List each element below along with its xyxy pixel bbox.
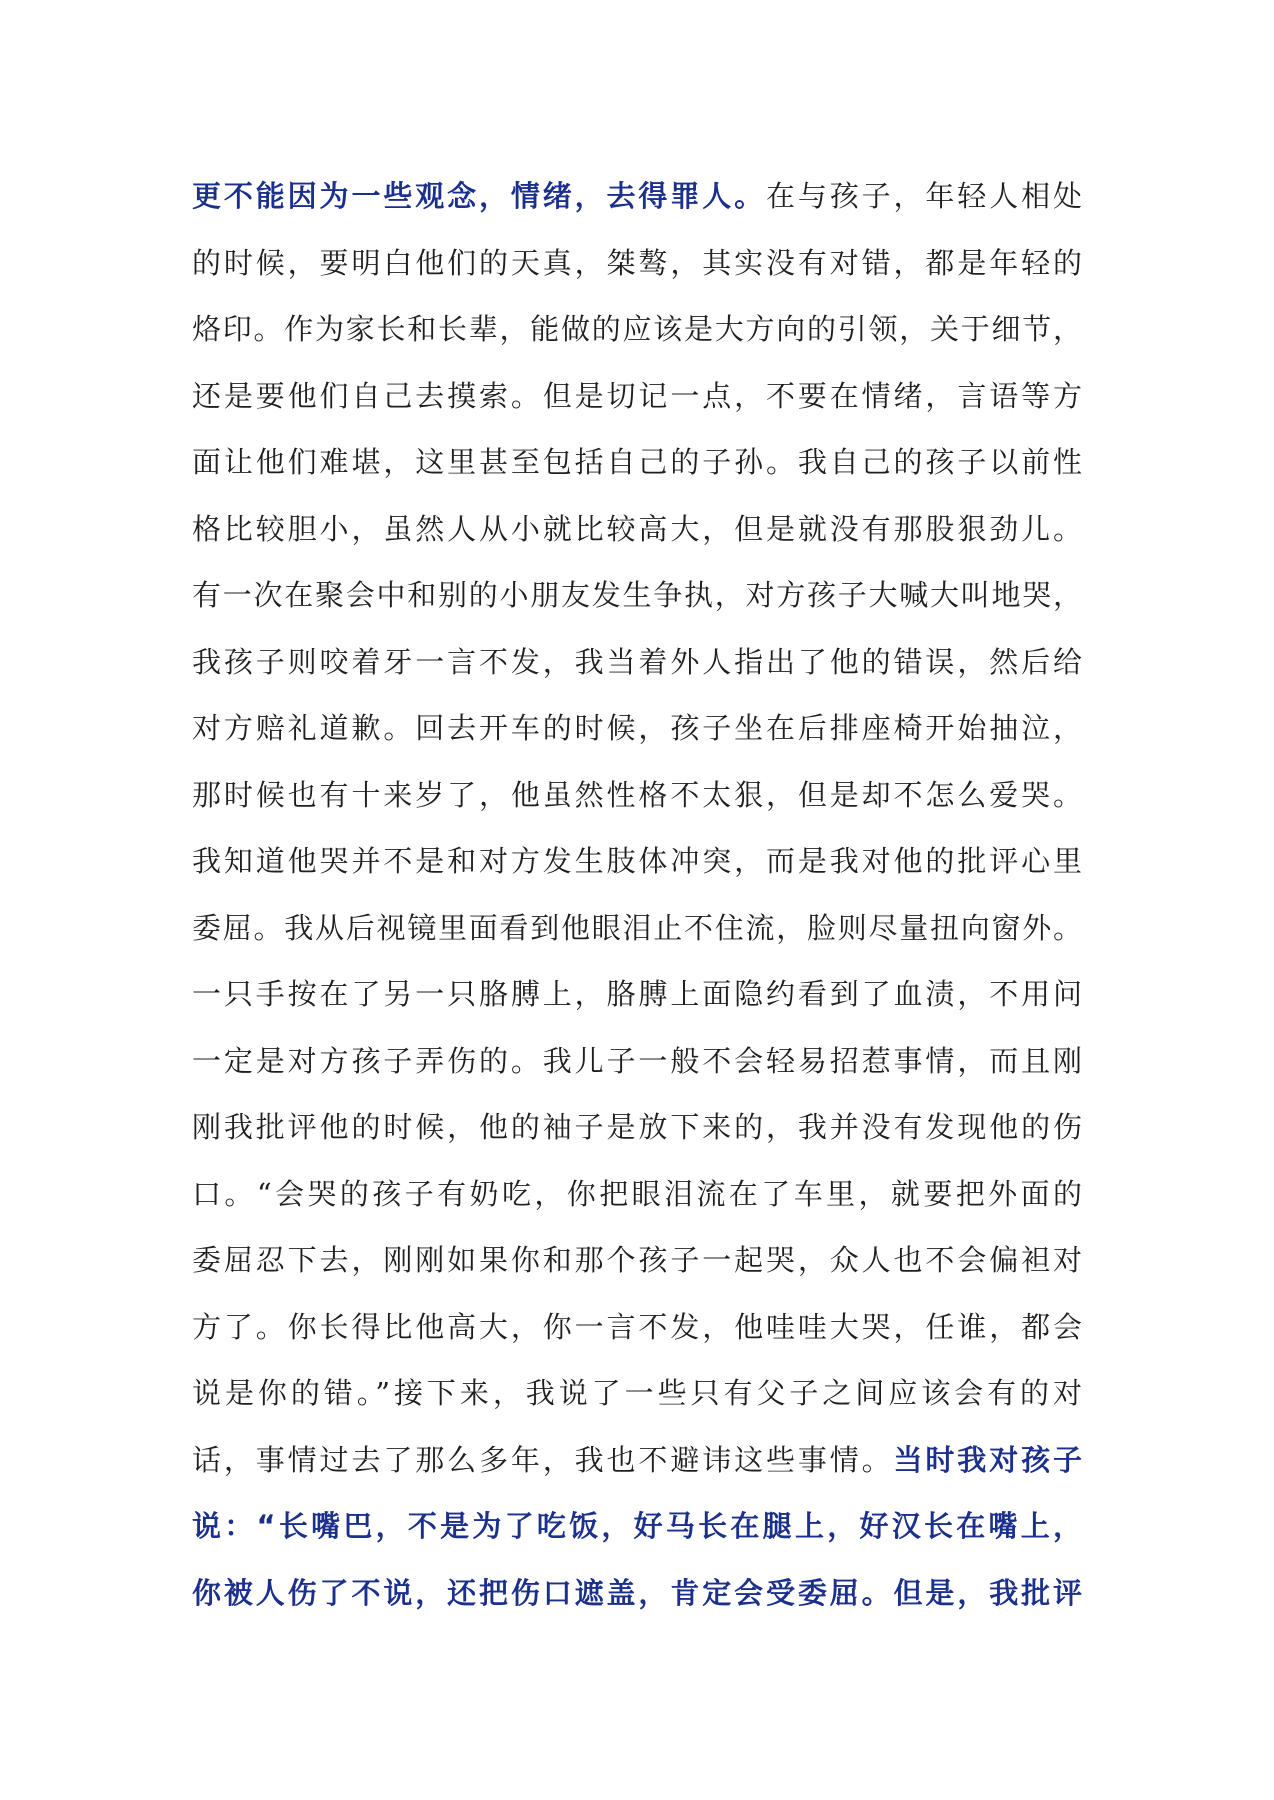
text-line — [192, 496, 1082, 563]
body-text-segment: 话，事情过去了那么多年，我也不避讳这些事情。 — [192, 1442, 894, 1477]
text-line — [192, 363, 1082, 430]
body-text-segment: 有一次在聚会中和别的小朋友发生争执，对方孩子大喊大叫地哭， — [192, 578, 1082, 612]
body-text-segment: 委屈忍下去，刚刚如果你和那个孩子一起哭，众人也不会偏袒对 — [192, 1243, 1082, 1277]
body-text-segment: 一只手按在了另一只胳膊上，胳膊上面隐约看到了血渍，不用问 — [192, 977, 1082, 1011]
body-text-segment: 说是你的错。”接下来，我说了一些只有父子之间应该会有的对 — [192, 1376, 1082, 1410]
body-text-segment: 一定是对方孩子弄伤的。我儿子一般不会轻易招惹事情，而且刚 — [192, 1043, 1082, 1078]
body-text-segment: 方了。你长得比他高大，你一言不发，他哇哇大哭，任谁，都会 — [192, 1309, 1082, 1344]
emphasized-text: 你被人伤了不说，还把伤口遮盖，肯定会受委屈。但是，我批评 — [192, 1575, 1082, 1610]
text-line — [192, 695, 1082, 762]
text-line — [192, 1227, 1082, 1294]
body-text-segment: 面让他们难堪，这里甚至包括自己的子孙。我自己的孩子以前性 — [192, 445, 1082, 479]
text-line — [192, 629, 1082, 696]
text-line — [192, 1094, 1082, 1161]
body-text-segment: 我知道他哭并不是和对方发生肢体冲突，而是我对他的批评心里 — [192, 844, 1082, 878]
text-line — [192, 895, 1082, 962]
text-line — [192, 762, 1082, 829]
text-line — [192, 828, 1082, 895]
text-line — [192, 1493, 1082, 1560]
body-text-segment: 还是要他们自己去摸索。但是切记一点，不要在情绪，言语等方 — [192, 378, 1082, 413]
body-text-segment: 对方赔礼道歉。回去开车的时候，孩子坐在后排座椅开始抽泣， — [192, 711, 1082, 745]
emphasized-text: 更不能因为一些观念，情绪，去得罪人。 — [192, 179, 766, 213]
text-line — [192, 230, 1082, 297]
body-text-segment: 口。“会哭的孩子有奶吃，你把眼泪流在了车里，就要把外面的 — [192, 1176, 1082, 1211]
text-line — [192, 562, 1082, 629]
body-text-segment: 那时候也有十来岁了，他虽然性格不太狠，但是却不怎么爱哭。 — [192, 777, 1082, 812]
text-line — [192, 1427, 1082, 1494]
body-text-segment: 的时候，要明白他们的天真，桀骜，其实没有对错，都是年轻的 — [192, 245, 1082, 280]
text-line — [192, 429, 1082, 496]
emphasized-text: 当时我对孩子 — [893, 1442, 1082, 1477]
emphasized-text: 说：“长嘴巴，不是为了吃饭，好马长在腿上，好汉长在嘴上， — [192, 1509, 1082, 1543]
text-line — [192, 1028, 1082, 1095]
body-text-segment: 在与孩子，年轻人相处 — [765, 179, 1082, 213]
text-line — [192, 1294, 1082, 1361]
text-line — [192, 961, 1082, 1028]
body-text-segment: 格比较胆小，虽然人从小就比较高大，但是就没有那股狠劲儿。 — [192, 511, 1082, 546]
body-text-segment: 刚我批评他的时候，他的袖子是放下来的，我并没有发现他的伤 — [192, 1110, 1082, 1144]
text-line — [192, 1161, 1082, 1228]
text-line — [192, 163, 1082, 230]
body-text-segment: 委屈。我从后视镜里面看到他眼泪止不住流，脸则尽量扭向窗外。 — [192, 910, 1082, 945]
body-text — [192, 163, 1082, 1626]
body-text-segment: 我孩子则咬着牙一言不发，我当着外人指出了他的错误，然后给 — [192, 644, 1082, 679]
text-line — [192, 296, 1082, 363]
body-text-segment: 烙印。作为家长和长辈，能做的应该是大方向的引领，关于细节， — [192, 312, 1082, 346]
text-line — [192, 1360, 1082, 1427]
text-line — [192, 1560, 1082, 1627]
